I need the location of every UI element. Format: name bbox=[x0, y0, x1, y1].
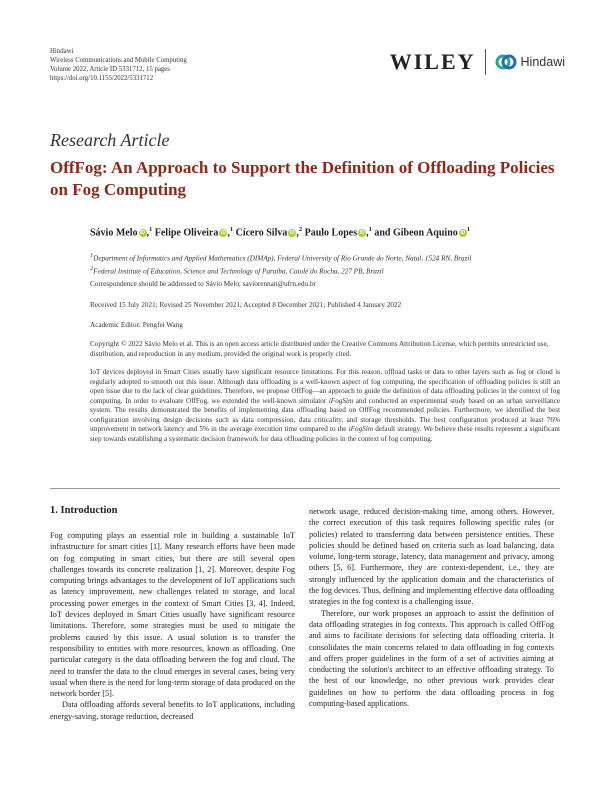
journal-header bbox=[50, 47, 187, 83]
affiliation-2: $^2$Federal Institute of Education, Science and Technology of Paraíba, Catolé do Rocha, 227 PB, Brazil bbox=[90, 264, 384, 276]
orcid-icon[interactable]: iD bbox=[140, 230, 145, 237]
paragraph: Fog computing plays an essential role in building a sustainable IoT infrastructure for smart cities [1]. Many research efforts have been made on fog computing in smart cities, but there are still several open challenges towards its concrete realization [1, 2]. Moreover, despite Fog computing brings advantages to the development of IoT applications such as latency improvement, new challenges related to storage, and local processing power emerges in the context of Smart Cities [3, 4]. Indeed, IoT devices deployed in Smart Cities usually have significant resource limitations. Therefore, some strategies must be used to mitigate the problems caused by this issue. A usual solution is to transfer the responsibility to entities with more resources, known as offloading. One particular category is the data offloading between the fog and cloud. The need to transfer the data to the cloud emerges in several cases, being very usual when there is the need for long-term storage of data produced on the network border [5]. bbox=[50, 531, 295, 699]
publisher-name: Hindawi bbox=[50, 48, 74, 55]
doi-link[interactable]: https://doi.org/10.1155/2022/5331712 bbox=[50, 75, 154, 82]
author-affiliation-mark: 2 bbox=[298, 226, 303, 233]
correspondence: Correspondence should be addressed to Sávio Melo; saviorennan@ufrn.edu.br bbox=[90, 280, 316, 288]
author-affiliation-mark: 1 bbox=[229, 226, 234, 233]
author-affiliation-mark: 1 bbox=[368, 226, 372, 233]
paragraph: network usage, reduced decision-making time, among others. However, the correct execution of this task requires following specific rules (or policies) related to transferring data between persistence entities. These policies should be defined based on criteria such as load balancing, data volume, long-term storage, latency, data management and privacy, among others [5, 6]. Furthermore, they are context-dependent, i.e., they are strongly influenced by the application domain and the characteristics of the fog devices. Thus, defining and implementing effective data offloading strategies in the fog context is a challenging issue. bbox=[309, 507, 554, 607]
author-affiliation-mark: 1 bbox=[149, 226, 153, 233]
author-list: Sávio Melo iD ,$^1$ Felipe Oliveira iD ,$^1$ Cícero Silva iD ,$^2$ Paulo Lopes iD ,$^1$ and Gibeon Aquino $iD^1$ bbox=[90, 226, 471, 239]
paragraph: Data offloading affords several benefits to IoT applications, including energy-saving, storage reduction, decreased bbox=[50, 700, 295, 721]
intro-left-column bbox=[50, 530, 295, 722]
author-name[interactable]: Sávio Melo bbox=[90, 227, 138, 239]
wiley-logo: WILEY bbox=[389, 49, 476, 74]
simulator-name: iFogSim bbox=[328, 396, 354, 405]
orcid-icon[interactable]: iD bbox=[220, 230, 226, 237]
intro-right-column bbox=[309, 506, 554, 709]
paragraph: Therefore, our work proposes an approach to assist the definition of data offloading strategies in fog contexts. This approach is called OffFog and aims to facilitate decisions for selecting data offloading criteria. It consolidates the main concerns related to data offloading in fog contexts and offers proper guidelines in the form of a set of activities aiming at conducting the solution's architect to an effective offloading strategy. To the best of our knowledge, no other previous work provides clear guidelines on how to perform the data offloading process in fog computing-based applications. bbox=[309, 608, 554, 709]
academic-editor: Academic Editor: Pengfei Wang bbox=[90, 321, 183, 329]
volume-info: Volume 2022, Article ID 5331712, 15 pages bbox=[50, 66, 170, 73]
affiliations bbox=[90, 251, 570, 277]
section-divider bbox=[50, 488, 560, 489]
hindawi-logo-icon bbox=[495, 51, 517, 73]
article-dates: Received 15 July 2021; Revised 25 November 2021; Accepted 8 December 2021; Published 4 January 2022 bbox=[90, 301, 402, 309]
copyright-notice: Copyright © 2022 Sávio Melo et al. This is an open access article distributed under the Creative Commons Attribution License, which permits unrestricted use, distribution, and reproduction in any medium, provided the original work is properly cited. bbox=[90, 340, 549, 358]
logo-divider bbox=[485, 49, 486, 75]
author-name[interactable]: Paulo Lopes bbox=[304, 227, 358, 239]
author-affiliation-mark: 1 bbox=[466, 226, 471, 233]
hindawi-logo-text: Hindawi bbox=[520, 55, 565, 69]
author-name[interactable]: Gibeon Aquino bbox=[393, 227, 458, 239]
orcid-icon[interactable]: iD bbox=[460, 230, 466, 237]
author-name[interactable]: Cícero Silva bbox=[235, 227, 288, 239]
section-heading: 1. Introduction bbox=[50, 505, 118, 516]
affiliation-1: $^1$Department of Informatics and Applied Mathematics (DIMAp), Federal University of Rio Grande do Norte, Natal, 1524 RN, Brazil bbox=[90, 252, 472, 263]
abstract: IoT devices deployed in Smart Cities usually have significant resource limitations. For this reason, offload tasks or data to other layers such as fog or cloud is regularly adopted to smooth out this issue. Although data offloading is a well-known aspect of fog computing, the specification of offloading policies is still an open issue due to the lack of clear guidelines. Therefore, we propose OffFog—an approach to guide the definition of data offloading policies in the context of fog computing. In order to evaluate OffFog, we extended the well-known simulator iFogSim and conducted an experimental study based on an urban surveillance system. The results demonstrated the benefits of implementing data offloading based on OffFog recommended policies. Furthermore, we identified the best configuration involving design decisions such as data compression, data criticality, and storage thresholds. The best configuration produced at least 76% improvement in network latency and 5% in the average execution time compared to the iFogSim default strategy. We believe these results represent a significant step towards establishing a systematic decision framework for data offloading policies in the context of fog computing. bbox=[90, 368, 560, 443]
article-type: Research Article bbox=[50, 130, 170, 150]
author-name[interactable]: Felipe Oliveira bbox=[154, 227, 219, 239]
journal-name: Wireless Communications and Mobile Computing bbox=[50, 57, 187, 64]
simulator-name: iFogSim bbox=[348, 425, 374, 433]
article-title: OffFog: An Approach to Support the Definition of Offloading Policies on Fog Computing bbox=[50, 158, 555, 199]
orcid-icon[interactable]: iD bbox=[359, 230, 365, 237]
publisher-logos bbox=[390, 47, 565, 77]
orcid-icon[interactable]: iD bbox=[289, 230, 295, 237]
